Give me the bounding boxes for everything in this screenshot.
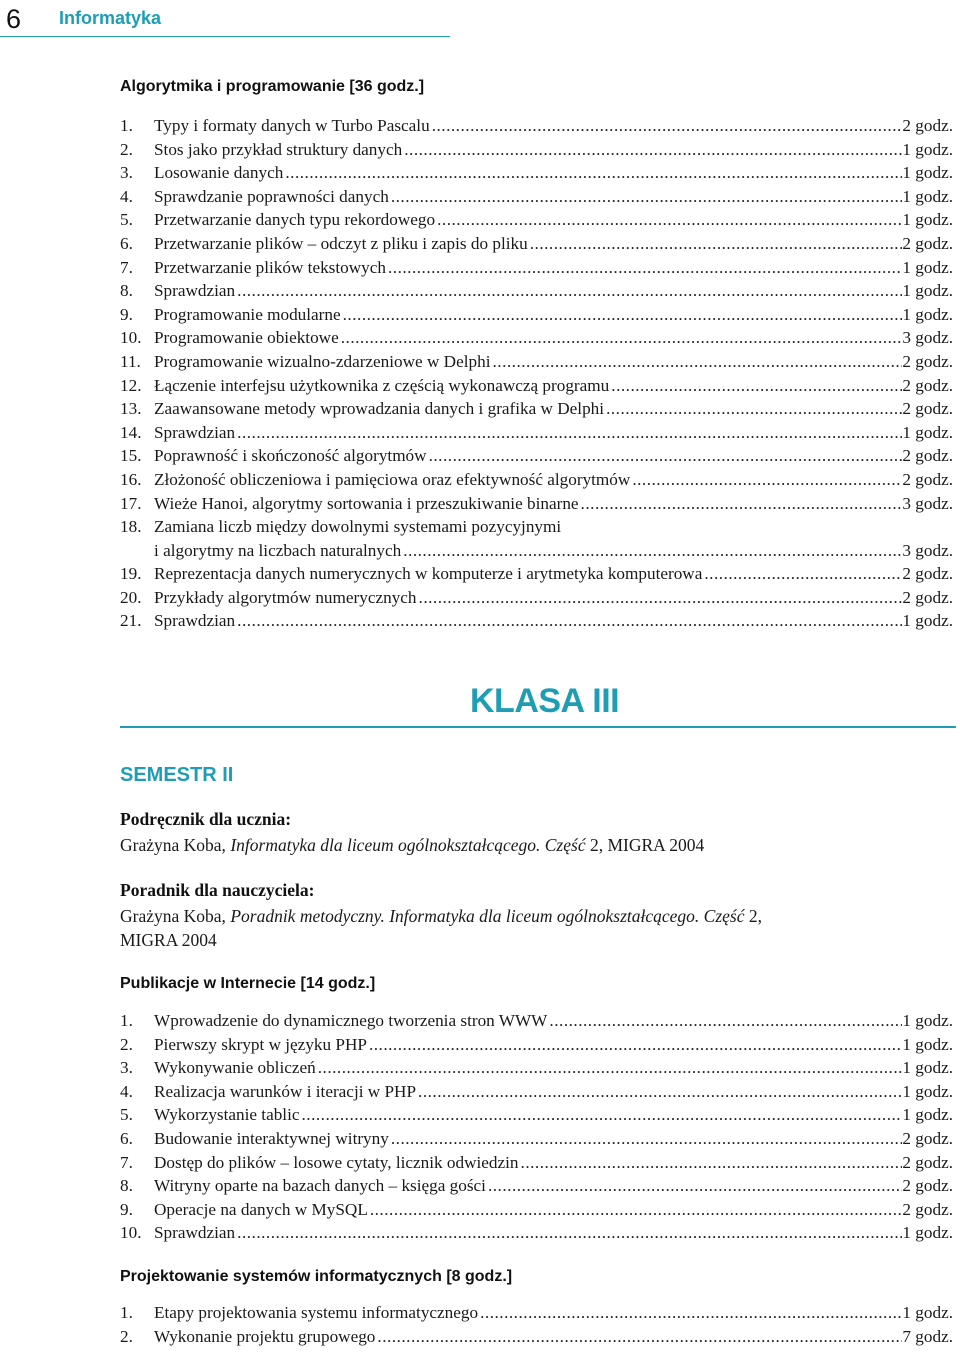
item-label: Wprowadzenie do dynamicznego tworzenia stron WWW <box>154 1011 548 1030</box>
item-hours: 2 godz. <box>902 116 953 135</box>
poradnik-label: Poradnik dla nauczyciela: <box>120 880 315 900</box>
item-label: Wykonywanie obliczeń <box>154 1058 316 1078</box>
item-number: 1. <box>120 116 133 135</box>
item-hours: 2 godz. <box>902 1199 953 1219</box>
toc-item <box>120 256 953 280</box>
item-row <box>154 492 953 516</box>
item-number: 18. <box>120 517 142 537</box>
item-label: Realizacja warunków i iteracji w PHP <box>154 1081 417 1101</box>
dot-leader <box>579 492 903 516</box>
item-hours: 1 godz. <box>902 1058 953 1078</box>
item-label: Przetwarzanie plików tekstowych <box>154 257 386 277</box>
klasa-rule <box>120 726 956 728</box>
item-hours: 2 godz. <box>902 375 953 395</box>
dot-leader <box>235 421 902 445</box>
item-hours: 1 godz. <box>902 1223 953 1243</box>
item-number: 5. <box>120 210 133 230</box>
item-label: Programowanie modularne <box>154 304 341 324</box>
item-label: Wykonanie projektu grupowego <box>154 1326 376 1346</box>
item-number: 10. <box>120 1223 142 1243</box>
item-number: 3. <box>120 163 133 183</box>
dot-leader <box>386 256 902 280</box>
item-label: Witryny oparte na bazach danych – księga gości <box>154 1176 486 1196</box>
item-label: Etapy projektowania systemu informatycznego <box>154 1303 479 1322</box>
toc-item <box>120 397 953 421</box>
dot-leader <box>609 374 902 398</box>
item-label: Sprawdzian <box>154 611 236 631</box>
item-hours: 1 godz. <box>902 1105 953 1125</box>
item-number: 11. <box>120 351 141 371</box>
toc-item <box>120 326 953 350</box>
item-hours: 1 godz. <box>902 611 953 631</box>
item-body <box>154 1009 953 1033</box>
toc-item <box>120 208 953 232</box>
item-label: Złożoność obliczeniowa i pamięciowa oraz efektywność algorytmów <box>154 469 631 489</box>
podrecznik-rest: 2, MIGRA 2004 <box>585 835 705 855</box>
item-label: Pierwszy skrypt w języku PHP <box>154 1034 367 1054</box>
toc-item <box>120 374 953 398</box>
item-body <box>154 350 953 374</box>
item-body <box>154 138 953 162</box>
item-label: Reprezentacja danych numerycznych w komputerze i arytmetyka komputerowa <box>154 564 703 584</box>
item-number: 6. <box>120 233 133 253</box>
item-body <box>154 1174 953 1198</box>
item-label: Zamiana liczb między dowolnymi systemami pozycyjnymi <box>154 517 562 537</box>
item-body <box>154 1056 953 1080</box>
item-label: Programowanie obiektowe <box>154 328 339 348</box>
item-body <box>154 492 953 516</box>
item-hours: 1 godz. <box>902 304 953 324</box>
item-body <box>154 326 953 350</box>
item-hours: 1 godz. <box>902 163 953 183</box>
item-row <box>154 208 953 232</box>
item-row <box>154 1127 953 1151</box>
header-title: Informatyka <box>59 8 162 28</box>
dot-leader <box>528 232 903 256</box>
item-hours: 3 godz. <box>902 328 953 348</box>
item-row <box>154 1301 953 1325</box>
section-title-algorytmika: Algorytmika i programowanie [36 godz.] <box>120 78 425 95</box>
item-number: 4. <box>120 1081 133 1101</box>
item-row <box>154 1033 953 1057</box>
dot-leader <box>402 138 902 162</box>
item-row <box>154 1221 953 1245</box>
item-label: Sprawdzanie poprawności danych <box>154 186 389 206</box>
item-number: 10. <box>120 328 142 348</box>
dot-leader <box>478 1301 902 1325</box>
item-body <box>154 256 953 280</box>
item-number: 6. <box>120 1128 133 1148</box>
toc-item <box>120 114 953 138</box>
item-row <box>154 350 953 374</box>
item-body <box>154 1103 953 1127</box>
item-number: 2. <box>120 139 133 159</box>
item-body <box>154 515 953 562</box>
item-row <box>154 279 953 303</box>
section-title-publikacje: Publikacje w Internecie [14 godz.] <box>120 975 376 992</box>
item-label-cont: i algorytmy na liczbach naturalnych <box>154 540 402 560</box>
item-row <box>154 1151 953 1175</box>
toc-item <box>120 468 953 492</box>
item-number: 4. <box>120 186 133 206</box>
item-hours: 3 godz. <box>902 540 953 560</box>
dot-leader <box>519 1151 903 1175</box>
toc-item <box>120 1127 953 1151</box>
item-row <box>154 161 953 185</box>
item-label: Typy i formaty danych w Turbo Pascalu <box>154 116 430 135</box>
toc-item <box>120 138 953 162</box>
item-row <box>154 468 953 492</box>
dot-leader <box>490 350 902 374</box>
toc-item <box>120 350 953 374</box>
dot-leader <box>427 444 903 468</box>
podrecznik-book-title: Informatyka dla liceum ogólnokształcącego. Część <box>230 835 586 855</box>
podrecznik-reference <box>120 833 840 857</box>
dot-leader <box>389 1127 903 1151</box>
toc-item <box>120 1009 953 1033</box>
item-label: Budowanie interaktywnej witryny <box>154 1128 389 1148</box>
item-row <box>154 114 953 138</box>
item-hours: 2 godz. <box>902 351 953 371</box>
dot-leader <box>341 303 903 327</box>
item-number: 3. <box>120 1058 133 1078</box>
item-hours: 2 godz. <box>902 1128 953 1148</box>
item-row <box>154 562 953 586</box>
item-body <box>154 1301 953 1325</box>
item-hours: 2 godz. <box>902 233 953 253</box>
dot-leader <box>389 185 903 209</box>
item-label: Wykorzystanie tablic <box>154 1105 300 1125</box>
item-hours: 2 godz. <box>902 1152 953 1172</box>
semestr-title: SEMESTR II <box>120 764 234 786</box>
item-number: 21. <box>120 611 142 631</box>
item-number: 9. <box>120 304 133 324</box>
toc-item <box>120 1151 953 1175</box>
dot-leader <box>435 208 902 232</box>
toc-item <box>120 232 953 256</box>
item-label: Losowanie danych <box>154 163 284 183</box>
item-hours: 2 godz. <box>902 446 953 466</box>
toc-item <box>120 279 953 303</box>
item-number: 1. <box>120 1303 133 1322</box>
dot-leader <box>368 1198 903 1222</box>
item-number: 2. <box>120 1034 133 1054</box>
item-body <box>154 161 953 185</box>
item-number: 2. <box>120 1326 133 1346</box>
item-hours: 2 godz. <box>902 587 953 607</box>
dot-leader <box>339 326 903 350</box>
item-hours: 1 godz. <box>902 422 953 442</box>
poradnik-rest: 2, <box>744 906 763 926</box>
dot-leader <box>299 1103 902 1127</box>
toc-item <box>120 444 953 468</box>
item-hours: 1 godz. <box>902 1034 953 1054</box>
poradnik-line2: MIGRA 2004 <box>120 930 217 950</box>
item-number: 1. <box>120 1011 133 1030</box>
item-hours: 1 godz. <box>902 186 953 206</box>
item-body <box>154 1033 953 1057</box>
item-number: 5. <box>120 1105 133 1125</box>
item-number: 7. <box>120 1152 133 1172</box>
dot-leader <box>367 1033 902 1057</box>
dot-leader <box>283 161 902 185</box>
item-hours: 7 godz. <box>902 1326 953 1346</box>
item-body <box>154 1221 953 1245</box>
item-label: Dostęp do plików – losowe cytaty, licznik odwiedzin <box>154 1152 519 1172</box>
dot-leader <box>486 1174 902 1198</box>
toc-item <box>120 1198 953 1222</box>
toc-item <box>120 421 953 445</box>
toc-item <box>120 1033 953 1057</box>
item-row <box>154 1325 953 1349</box>
dot-leader <box>430 114 903 138</box>
item-hours: 1 godz. <box>902 1081 953 1101</box>
item-label: Łączenie interfejsu użytkownika z częścią wykonawczą programu <box>154 375 610 395</box>
item-label: Poprawność i skończoność algorytmów <box>154 446 427 466</box>
item-row <box>154 185 953 209</box>
dot-leader <box>702 562 902 586</box>
item-body <box>154 397 953 421</box>
podrecznik-label: Podręcznik dla ucznia: <box>120 809 292 829</box>
dot-leader <box>417 586 903 610</box>
item-body <box>154 562 953 586</box>
item-body <box>154 114 953 138</box>
poradnik-book-title: Poradnik metodyczny. Informatyka dla liceum ogólnokształcącego. Część <box>230 906 745 926</box>
dot-leader <box>375 1325 902 1349</box>
item-number: 20. <box>120 587 142 607</box>
dot-leader <box>547 1009 902 1033</box>
item-hours: 1 godz. <box>902 1011 953 1030</box>
item-row <box>154 326 953 350</box>
toc-publikacje <box>120 1009 953 1245</box>
toc-item <box>120 1301 953 1325</box>
dot-leader <box>235 279 902 303</box>
item-label: Sprawdzian <box>154 281 236 301</box>
header-rule <box>0 36 450 37</box>
item-label: Zaawansowane metody wprowadzania danych i grafika w Delphi <box>154 399 605 419</box>
page-header <box>0 0 450 40</box>
dot-leader <box>416 1080 902 1104</box>
toc-projektowanie <box>120 1301 953 1348</box>
item-number: 9. <box>120 1199 133 1219</box>
item-label: Przetwarzanie plików – odczyt z pliku i zapis do pliku <box>154 233 528 253</box>
item-body <box>154 586 953 610</box>
item-body <box>154 609 953 633</box>
toc-item <box>120 586 953 610</box>
item-row <box>154 609 953 633</box>
item-body <box>154 1080 953 1104</box>
poradnik-author: Grażyna Koba, <box>120 906 231 926</box>
toc-item <box>120 303 953 327</box>
item-row <box>154 303 953 327</box>
item-label: Operacje na danych w MySQL <box>154 1199 368 1219</box>
item-body <box>154 185 953 209</box>
item-row <box>154 138 953 162</box>
toc-item <box>120 492 953 516</box>
item-row <box>154 256 953 280</box>
section-title-projektowanie: Projektowanie systemów informatycznych [8 godz.] <box>120 1268 513 1285</box>
item-label: Sprawdzian <box>154 422 236 442</box>
item-number: 17. <box>120 493 142 513</box>
item-hours: 2 godz. <box>902 399 953 419</box>
dot-leader <box>235 609 902 633</box>
dot-leader <box>235 1221 902 1245</box>
item-row <box>154 421 953 445</box>
item-number: 19. <box>120 564 142 584</box>
toc-item <box>120 515 953 562</box>
item-body <box>154 208 953 232</box>
item-body <box>154 1151 953 1175</box>
item-body <box>154 1127 953 1151</box>
item-body <box>154 421 953 445</box>
item-body <box>154 1325 953 1349</box>
toc-item <box>120 609 953 633</box>
toc-algorytmika <box>120 114 953 633</box>
dot-leader <box>401 539 902 563</box>
item-label: Przykłady algorytmów numerycznych <box>154 587 417 607</box>
item-body <box>154 1198 953 1222</box>
toc-item <box>120 1056 953 1080</box>
item-hours: 2 godz. <box>902 1176 953 1196</box>
toc-item <box>120 1221 953 1245</box>
item-label: Przetwarzanie danych typu rekordowego <box>154 210 436 230</box>
item-body <box>154 303 953 327</box>
item-body <box>154 279 953 303</box>
poradnik-reference <box>120 904 840 952</box>
item-hours: 3 godz. <box>902 493 953 513</box>
item-hours: 1 godz. <box>902 281 953 301</box>
toc-item <box>120 161 953 185</box>
item-hours: 1 godz. <box>902 1303 953 1322</box>
podrecznik-author: Grażyna Koba, <box>120 835 231 855</box>
item-row <box>154 1009 953 1033</box>
item-row <box>154 1080 953 1104</box>
item-number: 13. <box>120 399 142 419</box>
toc-item <box>120 1103 953 1127</box>
item-row <box>154 586 953 610</box>
page-number: 6 <box>6 4 22 34</box>
klasa-heading <box>120 680 956 730</box>
toc-item <box>120 562 953 586</box>
item-hours: 1 godz. <box>902 257 953 277</box>
dot-leader <box>630 468 902 492</box>
item-row <box>154 232 953 256</box>
item-row <box>154 1056 953 1080</box>
toc-item <box>120 1080 953 1104</box>
item-label: Stos jako przykład struktury danych <box>154 139 403 159</box>
dot-leader <box>604 397 902 421</box>
item-body <box>154 444 953 468</box>
item-hours: 1 godz. <box>902 139 953 159</box>
item-row <box>154 397 953 421</box>
toc-item <box>120 1174 953 1198</box>
toc-item <box>120 185 953 209</box>
item-label: Programowanie wizualno-zdarzeniowe w Delphi <box>154 351 491 371</box>
item-hours: 2 godz. <box>902 564 953 584</box>
item-number: 8. <box>120 1176 133 1196</box>
item-number: 12. <box>120 375 142 395</box>
toc-item <box>120 1325 953 1349</box>
item-number: 15. <box>120 446 142 466</box>
item-row <box>154 1103 953 1127</box>
item-number: 14. <box>120 422 142 442</box>
item-body <box>154 468 953 492</box>
item-row <box>154 444 953 468</box>
item-hours: 2 godz. <box>902 469 953 489</box>
item-label: Wieże Hanoi, algorytmy sortowania i przeszukiwanie binarne <box>154 493 579 513</box>
item-row <box>154 1198 953 1222</box>
klasa-title: KLASA III <box>470 682 620 720</box>
item-row <box>154 539 953 563</box>
dot-leader <box>316 1056 903 1080</box>
item-row <box>154 374 953 398</box>
item-number: 7. <box>120 257 133 277</box>
item-body <box>154 232 953 256</box>
item-number: 16. <box>120 469 142 489</box>
item-label: Sprawdzian <box>154 1223 236 1243</box>
item-body <box>154 374 953 398</box>
item-number: 8. <box>120 281 133 301</box>
item-hours: 1 godz. <box>902 210 953 230</box>
item-row <box>154 1174 953 1198</box>
